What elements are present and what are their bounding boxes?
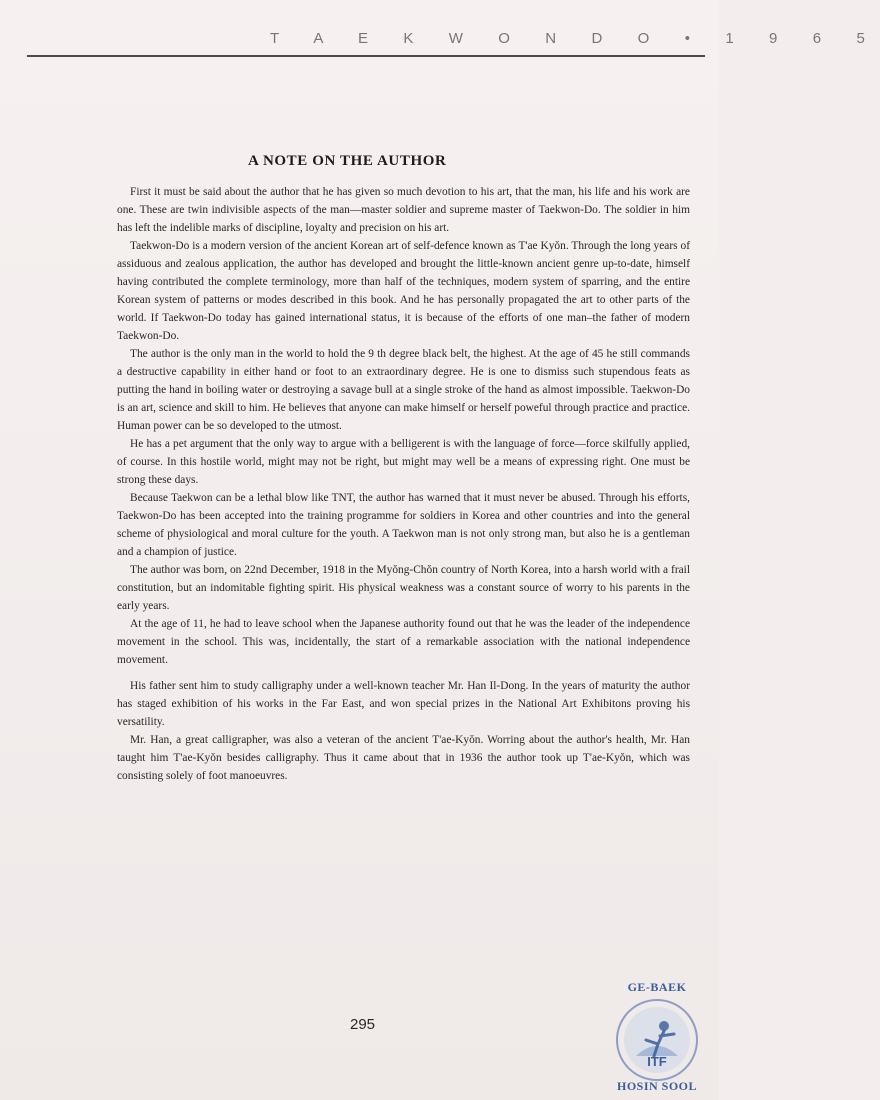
paragraph: His father sent him to study calligraphy under a well-known teacher Mr. Han Il-Dong. In the years of maturity the author has staged exhibition of his works in the Far East, and won special prizes in the National Art Exhibitons proving his versatility. (117, 680, 690, 728)
page-number: 295 (350, 1016, 376, 1033)
seal-top-label: GE-BAEK (627, 980, 687, 994)
seal-bottom-label: HOSIN SOOL (616, 1079, 698, 1093)
paragraph: The author is the only man in the world to hold the 9 th degree black belt, the highest. At the age of 45 he still commands a destructive capability in either hand or foot to an extraordinary degree. He is one to dismiss such stupendous feats as putting the hand in boiling water or destroying a savage bull at a single stroke of the hand as almost impossible. Taekwon-Do is an art, science and skill to him. He believes that anyone can make himself or herself poweful through practice and practice. Human power can be so developed to the utmost. (117, 348, 690, 432)
paragraph: Mr. Han, a great calligrapher, was also a veteran of the ancient T'ae-Kyŏn. Worring about the author's health, Mr. Han taught him T'ae-Kyŏn besides calligraphy. Thus it came about that in 1936 the author took up T'ae-Kyŏn, which was consisting solely of foot manoeuvres. (117, 734, 690, 782)
paragraph: Because Taekwon can be a lethal blow like TNT, the author has warned that it must never be abused. Through his efforts, Taekwon-Do has been accepted into the training programme for soldiers in Korea and other countries and into the general scheme of physiological and moral culture for the youth. A Taekwon man is not only strong man, but also he is a gentleman and a champion of justice. (117, 492, 690, 558)
paragraph: First it must be said about the author that he has given so much devotion to his art, that the man, his life and his work are one. These are twin indivisible aspects of the man—master soldier and supreme master of Taekwon-Do. The soldier in him has left the indelible marks of discipline, loyalty and precision on his art. (117, 186, 690, 234)
header-rule (27, 55, 705, 57)
section-title: A NOTE ON THE AUTHOR (248, 153, 447, 169)
paragraph: Taekwon-Do is a modern version of the ancient Korean art of self-defence known as T'ae Kyŏn. Through the long years of assiduous and zealous application, the author has developed and brought the little-known ancient genre up-to-date, himself having contributed the complete terminology, more than half of the techniques, modern system of sparring, and the entire Korean system of patterns or modes described in this book. And he has personally propagated the art to other parts of the world. If Taekwon-Do today has gained international status, it is because of the efforts of one man–the father of modern Taekwon-Do. (117, 240, 690, 342)
paragraph: He has a pet argument that the only way to argue with a belligerent is with the language of force—force skilfully applied, of course. In this hostile world, might may not be right, but might may well be a means of expressing right. One must be strong these days. (117, 438, 690, 486)
paragraph: The author was born, on 22nd December, 1918 in the Myŏng-Chŏn country of North Korea, into a harsh world with a frail constitution, but an indomitable fighting spirit. His physical weakness was a constant source of worry to his parents in the early years. (117, 564, 690, 612)
article-body (117, 183, 690, 785)
running-header: T A E K W O N D O • 1 9 6 5 (270, 30, 880, 47)
watermark-seal (598, 980, 716, 1098)
paragraph: At the age of 11, he had to leave school when the Japanese authority found out that he was the leader of the independence movement in the school. This was, incidentally, the start of a remarkable association with the national independence movement. (117, 618, 690, 666)
seal-center-label: ITF (647, 1054, 667, 1069)
